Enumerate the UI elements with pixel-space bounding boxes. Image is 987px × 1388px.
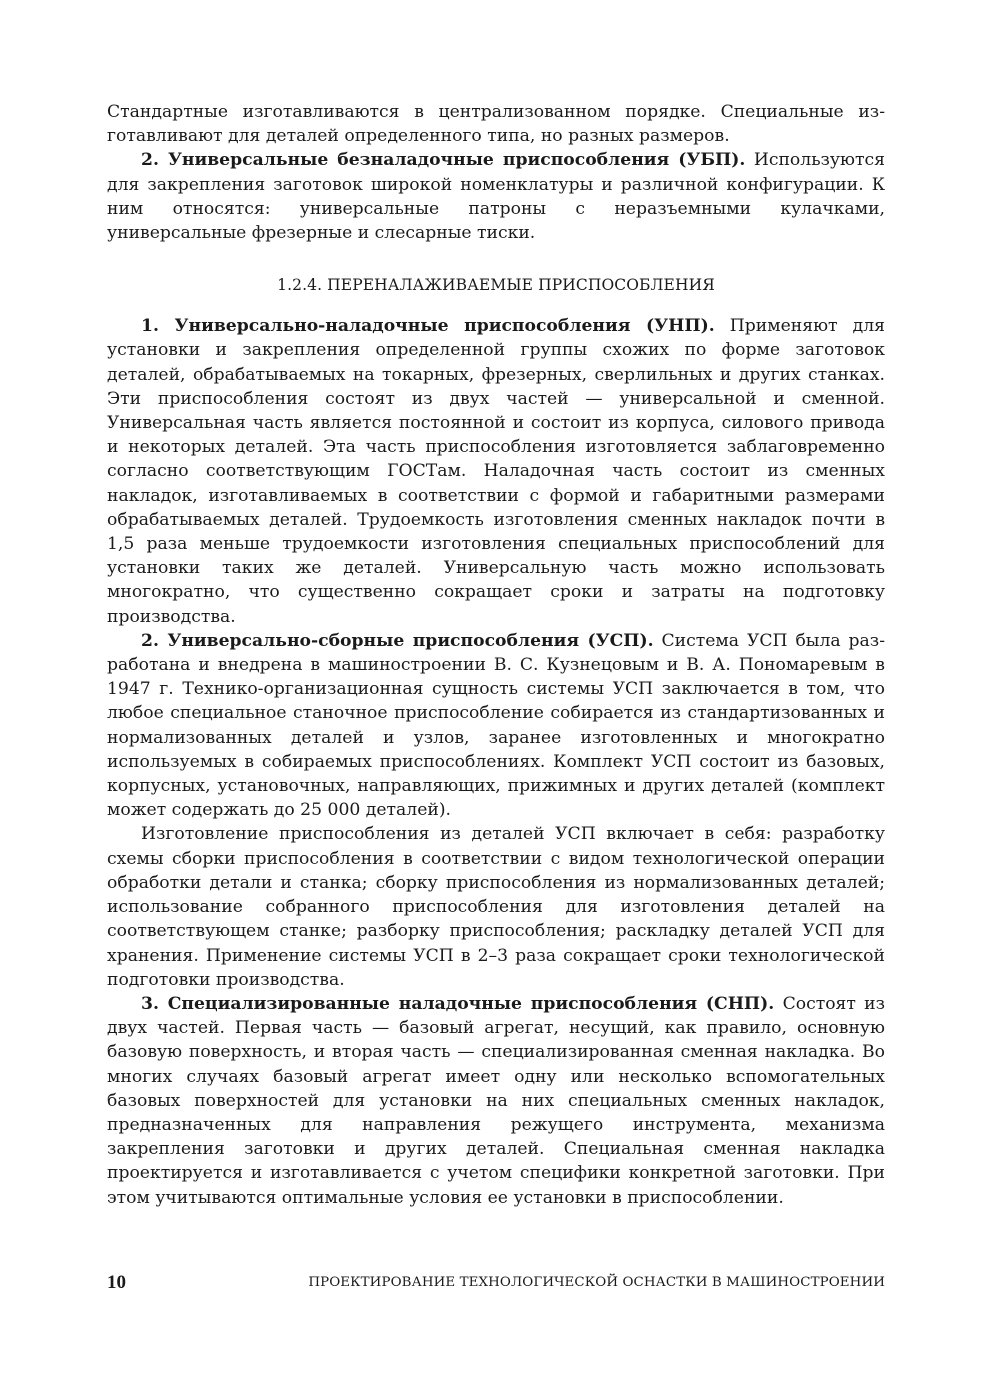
paragraph-unp [107,314,885,629]
paragraph-usp-manufacturing: Изготовление приспособления из деталей УСП включает в себя: разработку схемы сборки приспособления в соответствии с видом технологической операции обработки детали и станка; сборку приспособления из нормализованных деталей; использование собранного приспособления для изготовления деталей на соответствующем станке; разборку приспособления; раскладку деталей УСП для хранения. Применение системы УСП в 2–3 раза сокращает сроки технологической подготовки производства. [107,824,885,990]
page-number: 10 [107,1272,126,1293]
paragraph-snp-text: Состоят из двух частей. Первая часть — базовый агрегат, несущий, как правило, основную базовую поверхность, и вторая часть — специализированная сменная накладка. Во многих случаях базовый агрегат имеет одну или несколько вспомогательных базовых поверхностей для установки на них специальных сменных накладок, предназначенных для направления режущего инструмента, механизма закрепления заготовки и других деталей. Специальная сменная накладка проектируется и изготавливается с учетом специфики конкретной заготовки. При этом учитываются оптимальные условия ее установки в приспособлении. [107,993,885,1208]
book-page [107,0,885,1388]
term-ubp: 2. Универсальные безналадочные приспособления (УБП). [141,150,746,171]
paragraph-unp-text: Применяют для установки и закрепления определенной группы схожих по форме заготовок деталей, обрабатываемых на токарных, фрезерных, сверлильных и других станках. Эти приспособления состоят из двух частей — универсальной и сменной. Универсальная часть является постоянной и состоит из корпуса, силового привода и некоторых деталей. Эта часть приспособления изготовляется заблаговременно согласно соответствующим ГОСТам. Наладочная часть состоит из сменных накладок, изготавливаемых в соответствии с формой и габаритными размерами обрабатываемых деталей. Трудоемкость изготовления сменных накладок почти в 1,5 раза меньше трудоемкости изготовления специальных приспособлений для установки таких же деталей. Универсальную часть можно использовать многократно, что существенно сокращает сроки и затраты на подготовку производства. [107,316,885,627]
paragraph-standard-fixtures: Стандартные изготавливаются в централизованном порядке. Специальные изготавливают для деталей определенного типа, но разных размеров. [107,102,885,147]
paragraph-ubp-text: Используются для закрепления заготовок широкой номенклатуры и различной конфигурации. К ним относятся: универсальные патроны с неразъемными кулачками, универсальные фрезерные и слесарные тиски. [107,150,885,244]
page-footer [107,1272,885,1300]
paragraph-ubp [107,148,885,245]
body-text [107,100,885,1210]
paragraph-snp [107,992,885,1210]
term-usp: 2. Универсально-сборные приспособления (УСП). [141,630,654,651]
section-heading: 1.2.4. ПЕРЕНАЛАЖИВАЕМЫЕ ПРИСПОСОБЛЕНИЯ [277,276,715,295]
term-snp: 3. Специализированные наладочные приспособления (СНП). [141,993,775,1014]
term-unp: 1. Универсально-наладочные приспособления (УНП). [141,316,715,337]
paragraph-usp-text: Система УСП была разработана и внедрена в машиностроении В. С. Кузнецовым и В. А. Пономаревым в 1947 г. Технико-организационная сущность системы УСП заключается в том, что любое специальное станочное приспособление собирается из стандартизованных и нормализованных деталей и узлов, заранее изготовленных и многократно используемых в собираемых приспособлениях. Комплект УСП состоит из базовых, корпусных, установочных, направляющих, прижимных и других деталей (комплект может содержать до 25 000 деталей). [107,630,885,821]
paragraph-usp [107,629,885,823]
running-title: ПРОЕКТИРОВАНИЕ ТЕХНОЛОГИЧЕСКОЙ ОСНАСТКИ В МАШИНОСТРОЕНИИ [308,1275,885,1290]
